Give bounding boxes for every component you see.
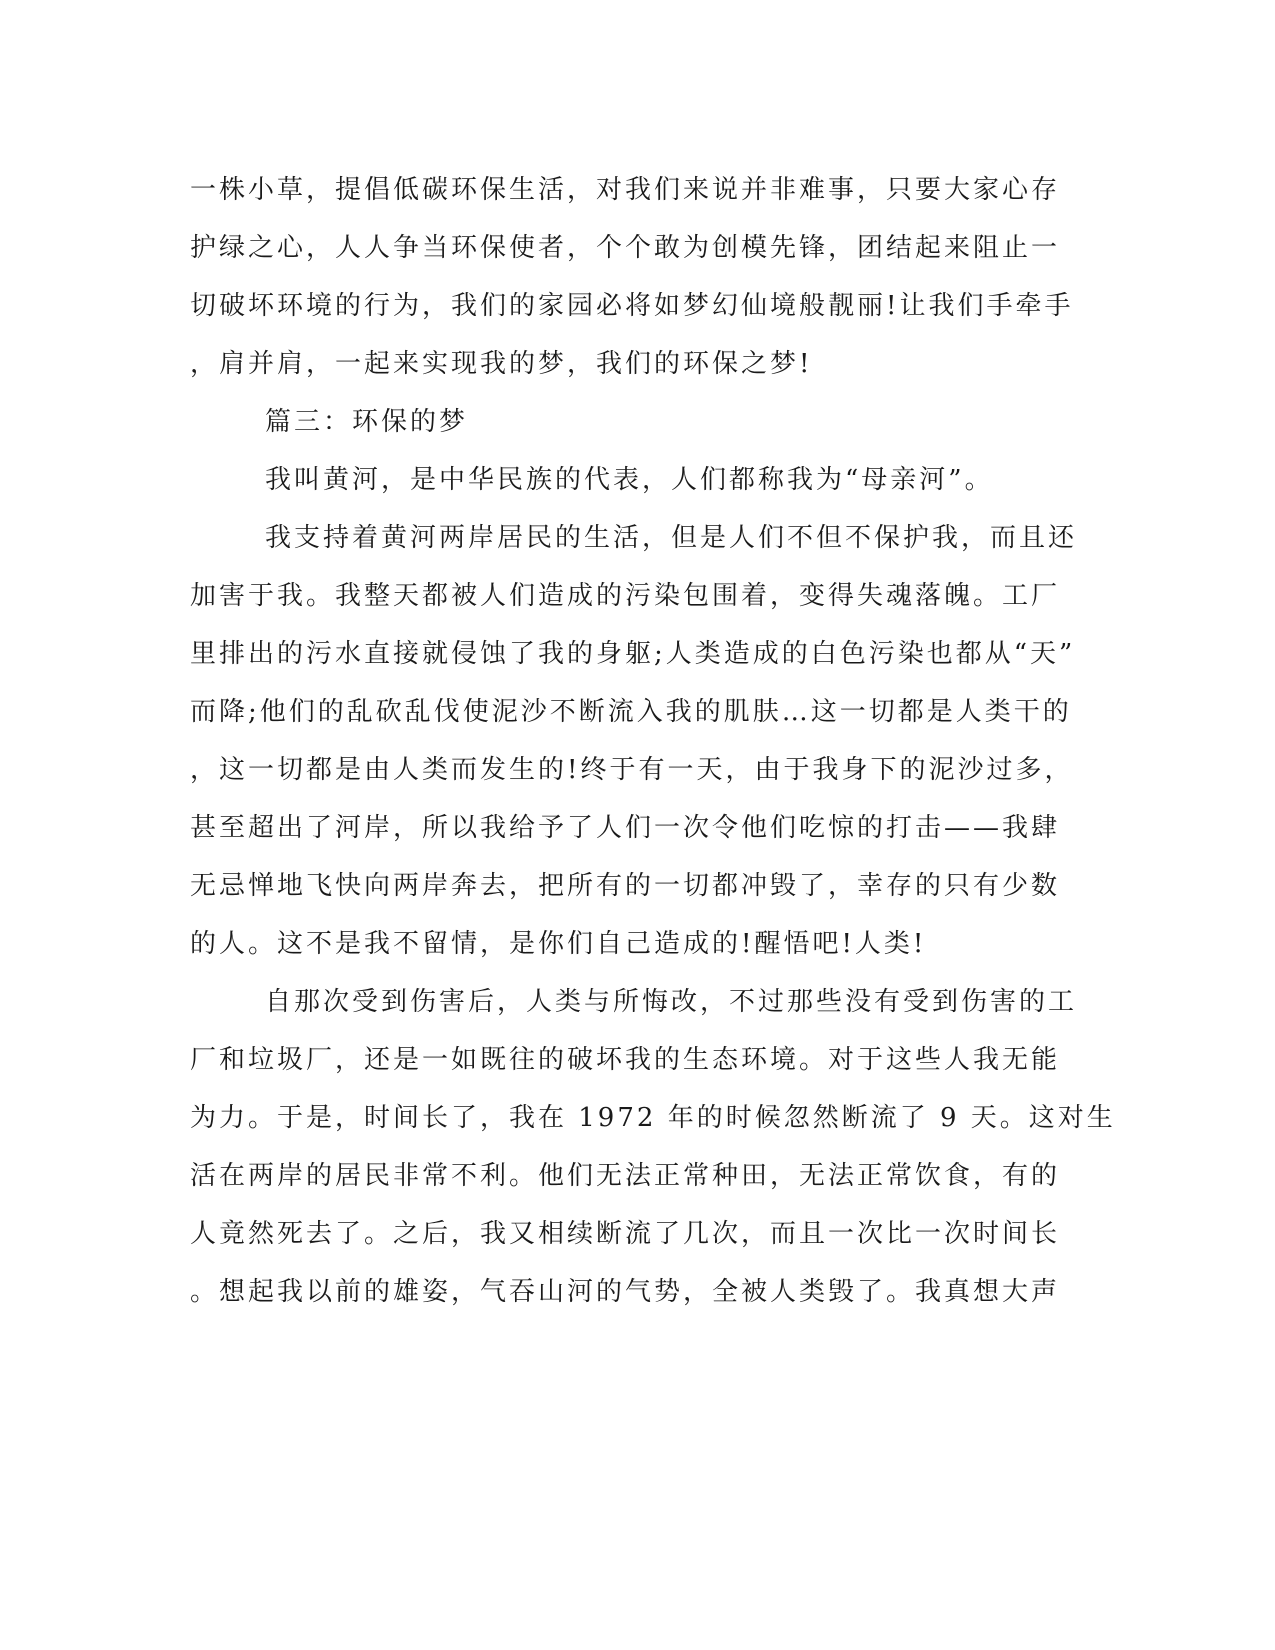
text-line: 我支持着黄河两岸居民的生活，但是人们不但不保护我，而且还: [265, 523, 1078, 553]
text-line: ，肩并肩，一起来实现我的梦，我们的环保之梦!: [190, 349, 813, 379]
text-line: 里排出的污水直接就侵蚀了我的身躯;人类造成的白色污染也都从“天”: [190, 639, 1076, 669]
text-line: 加害于我。我整天都被人们造成的污染包围着，变得失魂落魄。工厂: [190, 581, 1061, 611]
text-line: 一株小草，提倡低碳环保生活，对我们来说并非难事，只要大家心存: [190, 175, 1061, 205]
text-line: 切破坏环境的行为，我们的家园必将如梦幻仙境般靓丽!让我们手牵手: [190, 291, 1074, 321]
text-line: 自那次受到伤害后，人类与所悔改，不过那些没有受到伤害的工: [265, 987, 1078, 1017]
section-heading: 篇三：环保的梦: [265, 407, 469, 437]
text-line: 厂和垃圾厂，还是一如既往的破坏我的生态环境。对于这些人我无能: [190, 1045, 1061, 1075]
text-line: ，这一切都是由人类而发生的!终于有一天，由于我身下的泥沙过多，: [190, 755, 1074, 785]
text-line: 我叫黄河，是中华民族的代表，人们都称我为“母亲河”。: [265, 465, 994, 495]
text-line: 人竟然死去了。之后，我又相续断流了几次，而且一次比一次时间长: [190, 1219, 1061, 1249]
text-line: 护绿之心，人人争当环保使者，个个敢为创模先锋，团结起来阻止一: [190, 233, 1061, 263]
text-line: 。想起我以前的雄姿，气吞山河的气势，全被人类毁了。我真想大声: [190, 1277, 1061, 1307]
text-line: 的人。这不是我不留情，是你们自己造成的!醒悟吧!人类!: [190, 929, 927, 959]
text-line: 无忌惮地飞快向两岸奔去，把所有的一切都冲毁了，幸存的只有少数: [190, 871, 1061, 901]
text-line: 而降;他们的乱砍乱伐使泥沙不断流入我的肌肤…这一切都是人类干的: [190, 697, 1072, 727]
text-line: 为力。于是，时间长了，我在 1972 年的时候忽然断流了 9 天。这对生: [190, 1103, 1116, 1133]
text-line: 活在两岸的居民非常不利。他们无法正常种田，无法正常饮食，有的: [190, 1161, 1061, 1191]
text-line: 甚至超出了河岸，所以我给予了人们一次令他们吃惊的打击——我肆: [190, 813, 1061, 843]
